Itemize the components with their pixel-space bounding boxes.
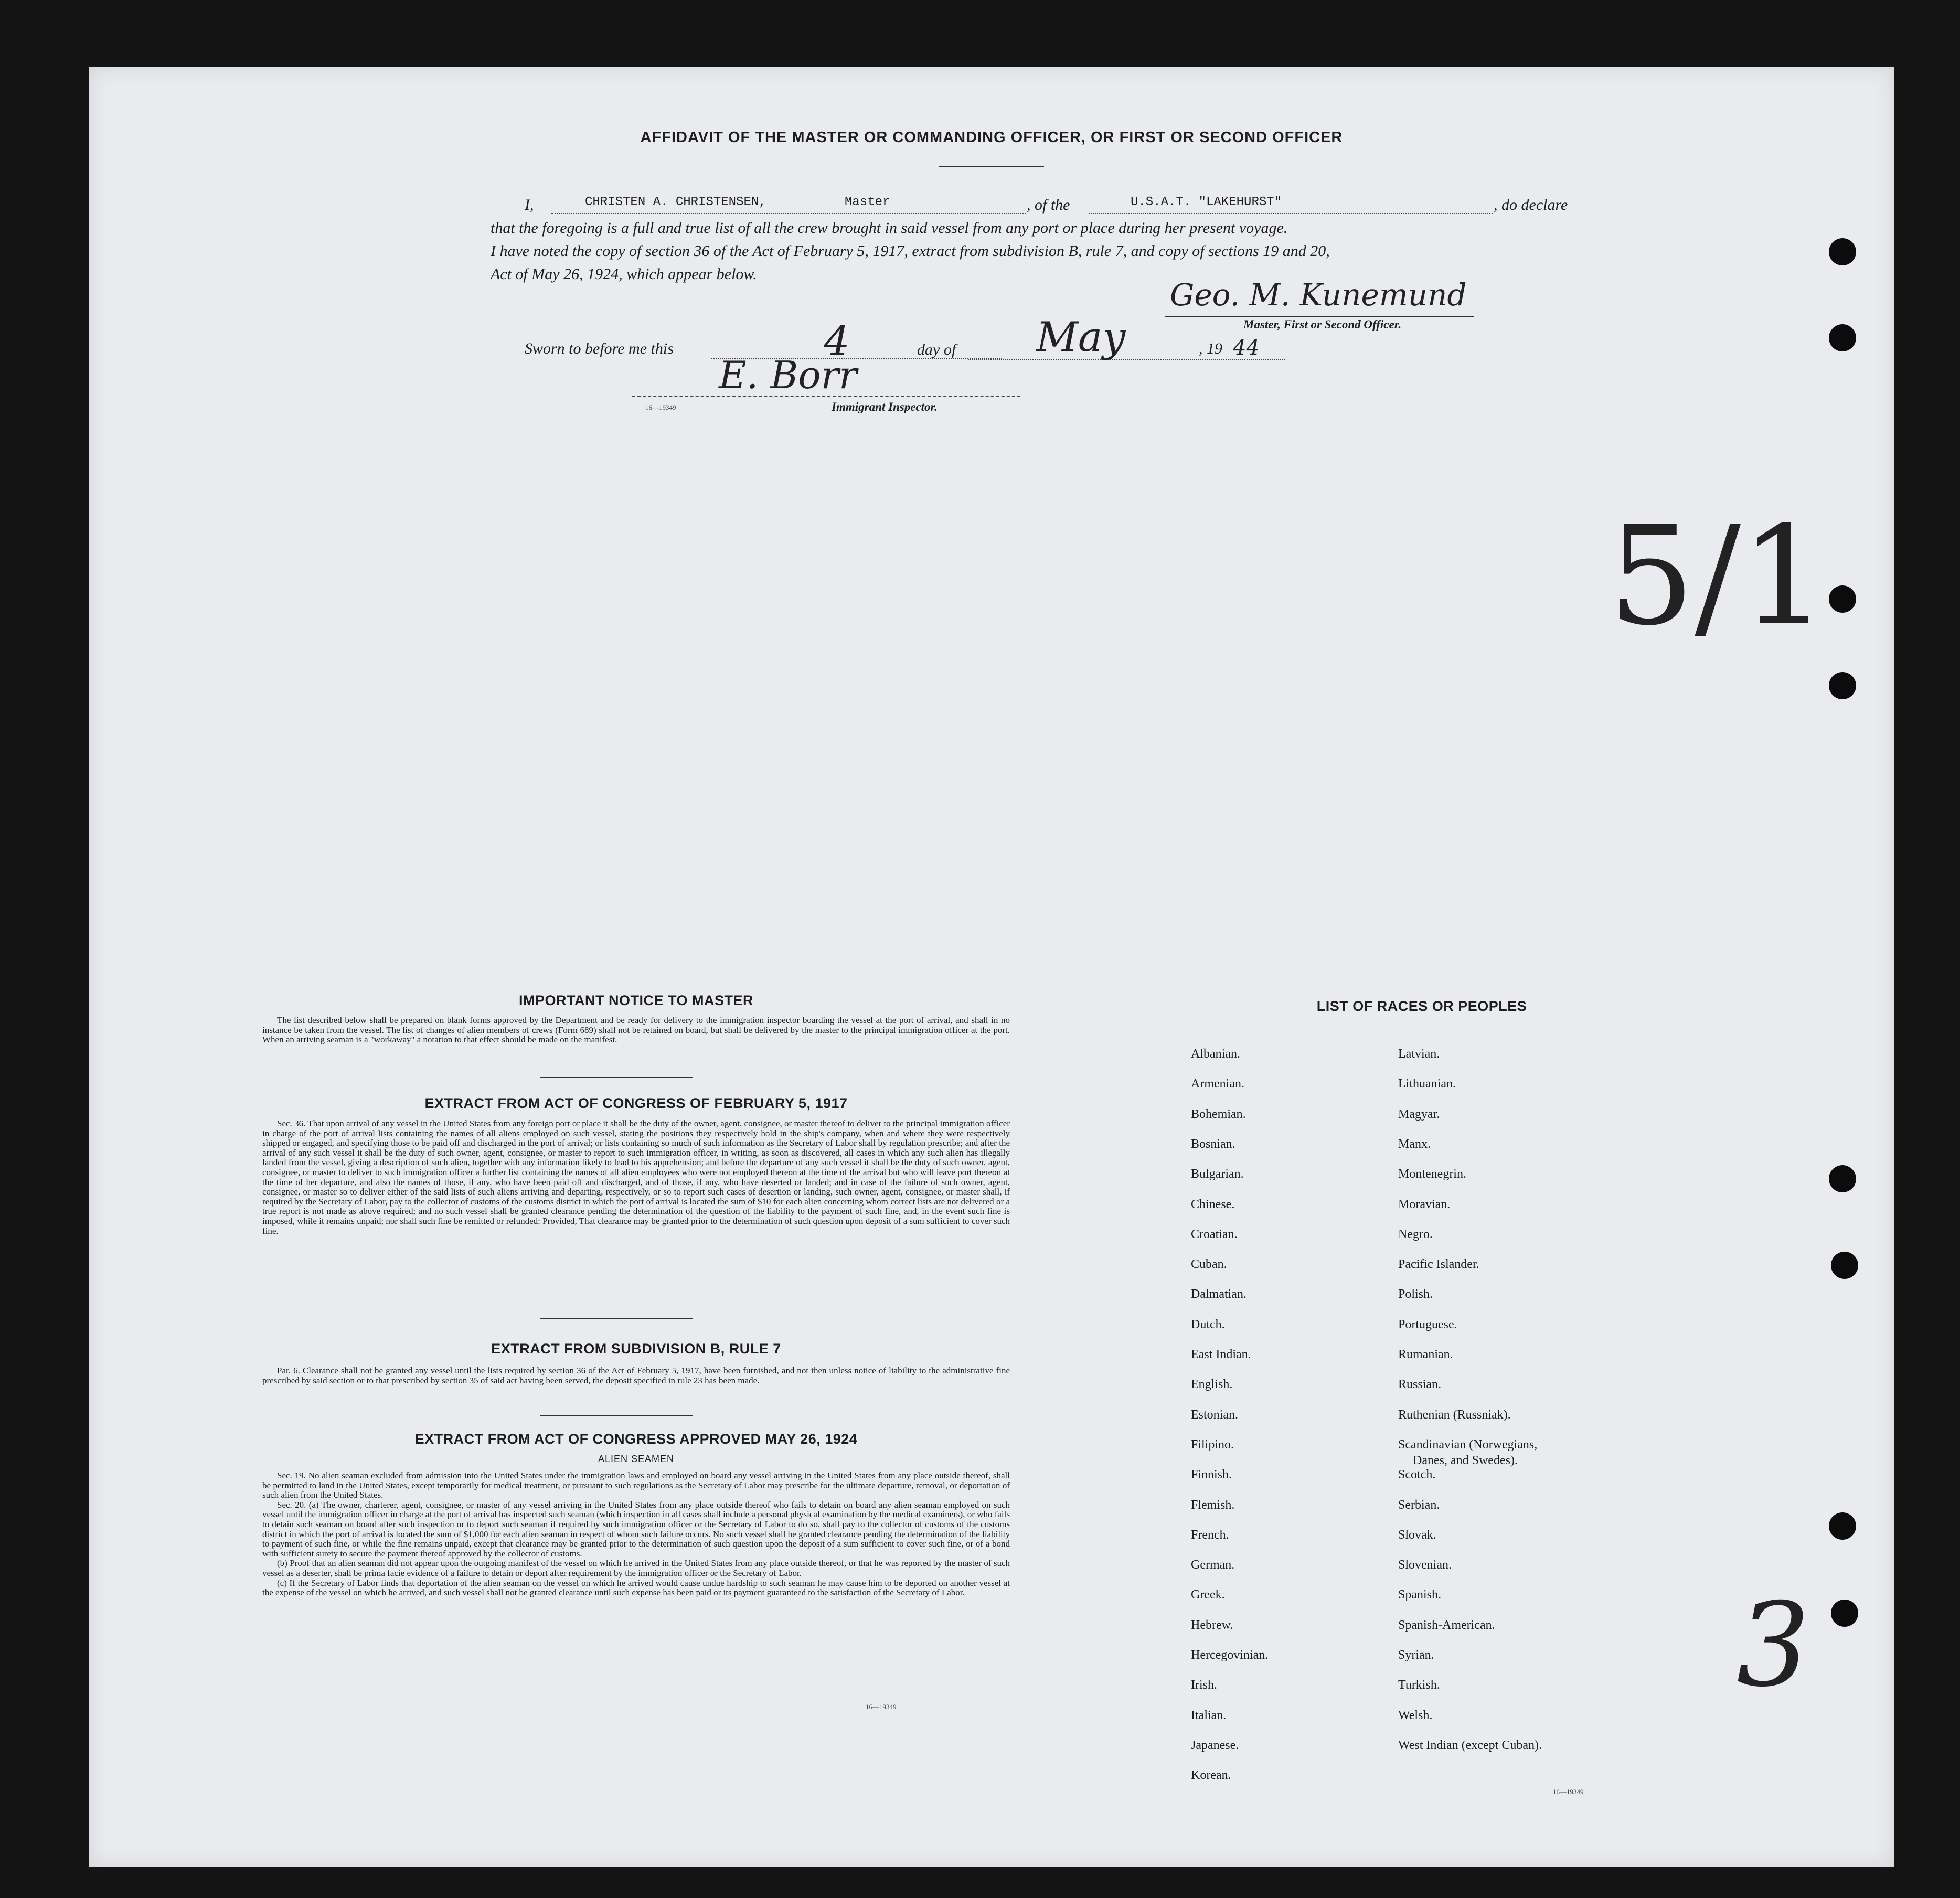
race-item: Negro. (1398, 1227, 1433, 1241)
race-item: French. (1191, 1528, 1229, 1542)
race-item: Finnish. (1191, 1468, 1232, 1482)
race-item: Pacific Islander. (1398, 1257, 1479, 1272)
vessel-line (1089, 213, 1493, 214)
extract-1917-heading: EXTRACT FROM ACT OF CONGRESS OF FEBRUARY 5, 1917 (424, 1095, 848, 1111)
race-item: Cuban. (1191, 1257, 1227, 1272)
extract-1924-text (262, 1471, 1010, 1598)
affidavit-pronoun: I, (525, 196, 534, 214)
binder-hole (1831, 1600, 1858, 1627)
race-item: Welsh. (1398, 1708, 1433, 1722)
race-item: Spanish-American. (1398, 1618, 1495, 1632)
master-line (551, 213, 1026, 214)
affidavit-line-4: Act of May 26, 1924, which appear below. (491, 265, 757, 283)
race-item: Albanian. (1191, 1047, 1240, 1061)
master-rank: Master (845, 195, 890, 209)
races-heading: LIST OF RACES OR PEOPLES (1316, 998, 1527, 1014)
alien-seamen-subheading: ALIEN SEAMEN (598, 1454, 675, 1464)
month-handwritten: May (1036, 314, 1126, 361)
affidavit-line-2: that the foregoing is a full and true list of all the crew brought in said vessel from any port or place during her present voyage. (491, 219, 1288, 237)
sec20a-paragraph: Sec. 20. (a) The owner, charterer, agent, consignee, or master of any vessel arriving in the United States from any place outside thereof who fails to detain on board any alien seaman employed on such vessel until the immigration officer in charge at the port of arrival has inspected such seaman (which inspection in all cases shall include a personal physical examination by the medical examiners), or who fails to detain such seaman on board after such inspection or to deport such seaman if required by such immigration officer or the Secretary of Labor to do so, shall pay to the collector of customs of the customs district in which the port of arrival is located the sum of $1,000 for each alien seaman in respect of whom such failure occurs. No such vessel shall be granted clearance pending the determination of the liability to payment of such fine, or while the fine remains unpaid, except that clearance may be granted prior to the determination of such question upon the deposit of a sum sufficient to cover such fine, or of a bond with sufficient surety to secure the payment thereof approved by the collector of customs. (262, 1499, 1010, 1559)
binder-hole (1829, 238, 1856, 265)
sec20b-paragraph: (b) Proof that an alien seaman did not appear upon the outgoing manifest of the vessel on which he arrived in the United States from any place outside thereof, or that he was reported by the master of such vessel as a deserter, shall be prima facie evidence of a failure to detain or deport after requirement by the immigration officer or the Secretary of Labor. (262, 1558, 1010, 1578)
race-item: Danes, and Swedes). (1413, 1453, 1518, 1467)
race-item: Chinese. (1191, 1197, 1235, 1211)
binder-hole (1831, 1252, 1858, 1279)
extract-1917-text (262, 1119, 1010, 1236)
race-item: Polish. (1398, 1287, 1433, 1302)
race-item: Bosnian. (1191, 1137, 1235, 1151)
extract-1917-divider (540, 1318, 693, 1319)
race-item: East Indian. (1191, 1348, 1251, 1361)
notice-text (262, 1016, 1010, 1045)
race-item: Japanese. (1191, 1738, 1239, 1752)
rule7-paragraph: Par. 6. Clearance shall not be granted any vessel until the lists required by section 36 of the Act of February 5, 1917, have been furnished, and not then unless notice of liability to the administrative fine prescribed by said section or to that prescribed by section 35 of said act having been served, the deposit specified in rule 23 has been made. (262, 1366, 1010, 1385)
race-item: Latvian. (1398, 1047, 1440, 1061)
races-form-number: 16—19349 (1553, 1788, 1584, 1796)
race-item: Greek. (1191, 1588, 1225, 1602)
race-item: Magyar. (1398, 1107, 1440, 1121)
race-item: Portuguese. (1398, 1317, 1457, 1331)
race-item: Scandinavian (Norwegians, (1398, 1437, 1538, 1452)
year-prefix: , 19 (1199, 340, 1222, 357)
race-item: Syrian. (1398, 1648, 1434, 1662)
race-item: Russian. (1398, 1378, 1442, 1392)
race-item: Korean. (1191, 1768, 1231, 1783)
inspector-line (632, 396, 1020, 397)
binder-hole (1829, 672, 1856, 699)
race-item: Turkish. (1398, 1678, 1440, 1692)
race-item: Armenian. (1191, 1077, 1244, 1091)
race-item: Montenegrin. (1398, 1167, 1466, 1181)
race-item: Scotch. (1398, 1468, 1436, 1482)
notice-heading: IMPORTANT NOTICE TO MASTER (519, 993, 753, 1008)
inspector-caption: Immigrant Inspector. (832, 400, 938, 413)
sec20c-paragraph: (c) If the Secretary of Labor finds that deportation of the alien seaman on the vessel on which he arrived would cause undue hardship to such seaman he may cause him to be deported on another vessel at the expense of the vessel on which he arrived, and such vessel shall not be granted clearance until such expense has been paid or its payment guaranteed to the satisfaction of the Secretary of Labor. (262, 1577, 1010, 1598)
year-handwritten: 44 (1233, 336, 1260, 360)
master-name: CHRISTEN A. CHRISTENSEN, (585, 195, 766, 209)
race-item: German. (1191, 1558, 1235, 1572)
binder-hole (1829, 1165, 1856, 1192)
affidavit-title: AFFIDAVIT OF THE MASTER OR COMMANDING OFFICER, OR FIRST OR SECOND OFFICER (640, 129, 1343, 146)
sworn-label: Sworn to before me this (525, 340, 674, 357)
binder-hole (1829, 585, 1856, 613)
rule7-divider (540, 1415, 693, 1416)
title-divider (939, 166, 1044, 167)
rule7-heading: EXTRACT FROM SUBDIVISION B, RULE 7 (491, 1341, 781, 1357)
race-item: Moravian. (1398, 1197, 1451, 1211)
race-item: Hercegovinian. (1191, 1648, 1269, 1662)
notice-paragraph: The list described below shall be prepared on blank forms approved by the Department and be ready for delivery to the immigration inspector boarding the vessel at the port of arrival, and shall in no instance be taken from the vessel. The list of changes of alien members of crews (Form 689) shall not be retained on board, but shall be delivered by the master to the principal immigration officer at the port. When an arriving seaman is a "workaway" a notation to that effect should be made on the manifest. (262, 1015, 1010, 1045)
race-item: Irish. (1191, 1678, 1217, 1692)
race-item: Spanish. (1398, 1588, 1442, 1602)
race-item: Dalmatian. (1191, 1287, 1247, 1302)
race-item: Dutch. (1191, 1317, 1225, 1331)
sec19-paragraph: Sec. 19. No alien seaman excluded from admission into the United States under the immigration laws and employed on board any vessel arriving in the United States from any place outside thereof, shall be permitted to land in the United States, except temporarily for medical treatment, or pursuant to such regulations as the Secretary of Labor may prescribe for the ultimate departure, removal, or deportation of such alien from the United States. (262, 1470, 1010, 1500)
extract-1924-heading: EXTRACT FROM ACT OF CONGRESS APPROVED MAY 26, 1924 (414, 1431, 858, 1447)
race-item: Lithuanian. (1398, 1077, 1456, 1091)
race-item: Slovenian. (1398, 1558, 1452, 1572)
race-item: Manx. (1398, 1137, 1431, 1151)
race-item: Bulgarian. (1191, 1167, 1244, 1181)
race-item: Ruthenian (Russniak). (1398, 1407, 1511, 1422)
vessel-name: U.S.A.T. "LAKEHURST" (1131, 195, 1282, 209)
declare-label: , do declare (1494, 196, 1568, 214)
inspector-signature: E. Borr (719, 353, 857, 397)
race-item: Bohemian. (1191, 1107, 1246, 1121)
race-item: Italian. (1191, 1708, 1227, 1722)
race-item: West Indian (except Cuban). (1398, 1738, 1542, 1752)
race-item: Hebrew. (1191, 1618, 1233, 1632)
rule7-text (262, 1366, 1010, 1385)
number-mark-annotation: 3 (1737, 1578, 1810, 1712)
master-signature: Geo. M. Kunemund (1170, 277, 1467, 313)
inspector-form-number: 16—19349 (645, 403, 676, 411)
day-of-label: day of (917, 341, 956, 358)
page-mark-annotation: 5/1 (1608, 497, 1828, 656)
signature-caption: Master, First or Second Officer. (1243, 318, 1402, 331)
binder-hole (1829, 324, 1856, 351)
binder-hole (1829, 1512, 1856, 1540)
race-item: Estonian. (1191, 1407, 1238, 1422)
race-item: Serbian. (1398, 1498, 1440, 1512)
extract-1917-paragraph: Sec. 36. That upon arrival of any vessel in the United States from any foreign port or place it shall be the duty of the owner, agent, consignee, or master thereof to deliver to the principal immigration officer in charge of the port of arrival lists containing the names of all aliens employed on such vessel, stating the positions they respectively hold in the ship's company, when and where they were respectively shipped or engaged, and specifying those to be paid off and discharged in the port of arrival; or lists containing so much of such information as the Secretary of Labor shall by regulation prescribe; and after the arrival of any such vessel it shall be the duty of such owner, agent, consignee, or master to report to such immigration officer, in writing, as soon as discovered, all cases in which any such alien has illegally landed from the vessel, giving a description of such alien, together with any information likely to lead to his apprehension; and before the departure of any such vessel it shall be the duty of such owner, agent, consignee, or master to deliver to such immigration officer a further list containing the names of all alien employees who were not employed thereon at the time of the arrival but who will leave port thereon at the time of her departure, and also the names of those, if any, who have been paid off and discharged, and of those, if any, who have deserted or landed; and in case of the failure of such owner, agent, consignee, or master so to deliver either of the said lists of such aliens arriving and departing, respectively, or so to report such cases of desertion or landing, such owner, agent, consignee, or master shall, if required by the Secretary of Labor, pay to the collector of customs of the customs district in which the port of arrival is located the sum of $10 for each alien concerning whom correct lists are not delivered or a true report is not made as above required; and no such vessel shall be granted clearance pending the determination of the question of the liability to the payment of such fine, and, in the event such fine is imposed, while it remains unpaid; nor shall such fine be remitted or refunded: Provided, That clearance may be granted prior to the determination of such question upon deposit of a sum sufficient to cover such fine. (262, 1118, 1010, 1236)
document-page (89, 67, 1894, 1867)
notice-divider (540, 1077, 693, 1078)
extract-form-number: 16—19349 (866, 1703, 897, 1711)
race-item: Rumanian. (1398, 1348, 1453, 1361)
day-handwritten: 4 (824, 318, 850, 365)
race-item: Croatian. (1191, 1227, 1238, 1241)
affidavit-line-3: I have noted the copy of section 36 of the Act of February 5, 1917, extract from subdivision B, rule 7, and copy of sections 19 and 20, (491, 242, 1330, 260)
race-item: Slovak. (1398, 1528, 1436, 1542)
of-the-label: , of the (1027, 196, 1070, 214)
signature-line (1165, 316, 1474, 317)
race-item: English. (1191, 1378, 1233, 1392)
race-item: Filipino. (1191, 1437, 1234, 1452)
race-item: Flemish. (1191, 1498, 1235, 1512)
